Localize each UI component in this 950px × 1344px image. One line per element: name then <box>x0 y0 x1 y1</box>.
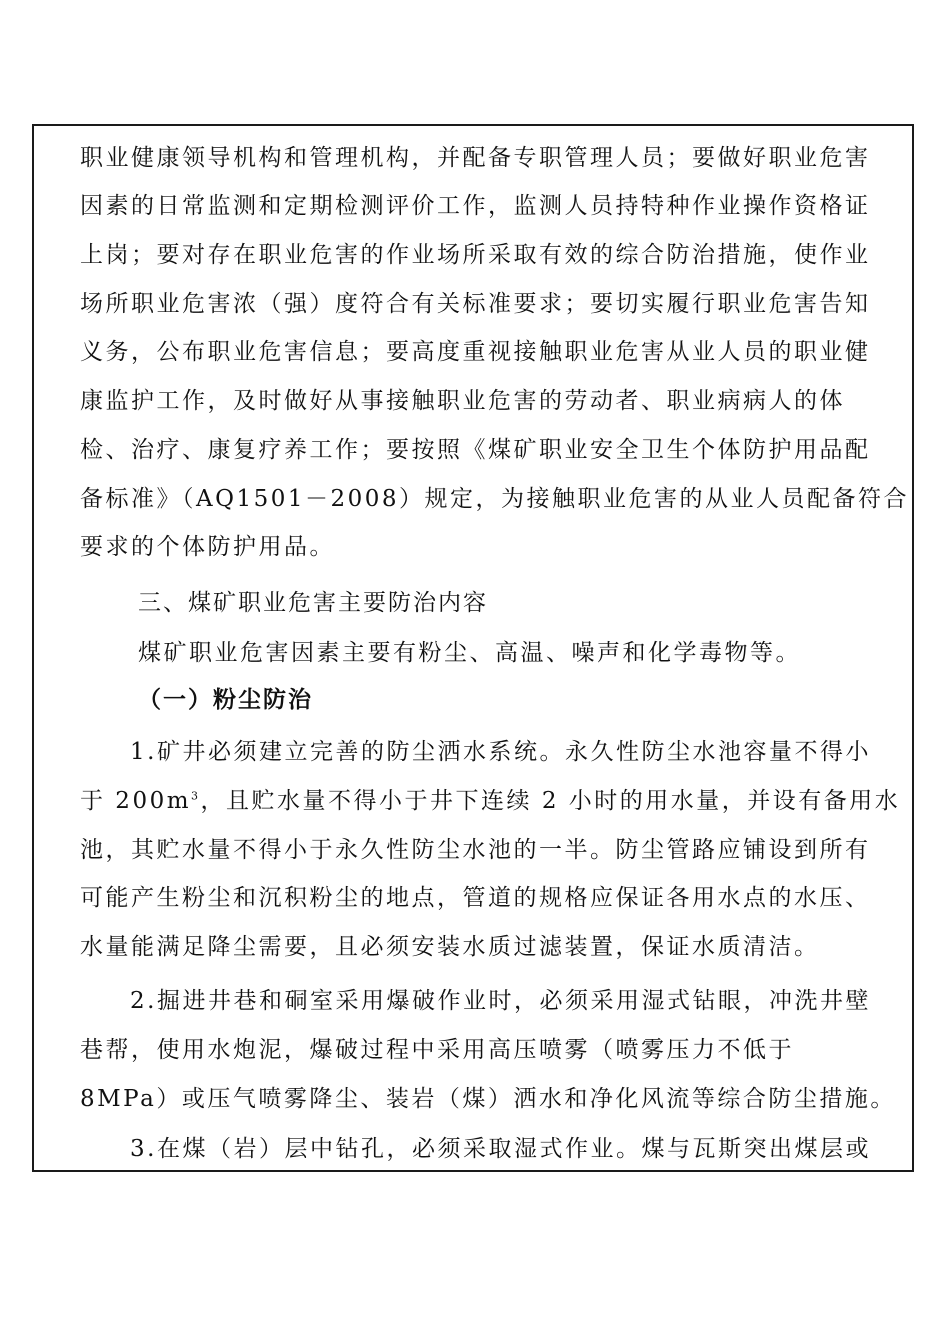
paragraph-line: 3.在煤（岩）层中钻孔，必须采取湿式作业。煤与瓦斯突出煤层或 <box>130 1136 871 1162</box>
paragraph-line: 1.矿井必须建立完善的防尘洒水系统。永久性防尘水池容量不得小 <box>130 739 871 765</box>
paragraph-line: 水量能满足降尘需要，且必须安装水质过滤装置，保证水质清洁。 <box>80 934 820 960</box>
subsection-heading: （一）粉尘防治 <box>138 687 313 713</box>
paragraph-line: 要求的个体防护用品。 <box>80 534 335 560</box>
paragraph-line: 可能产生粉尘和沉积粉尘的地点，管道的规格应保证各用水点的水压、 <box>80 885 871 911</box>
paragraph-line: 上岗；要对存在职业危害的作业场所采取有效的综合防治措施，使作业 <box>80 242 871 268</box>
paragraph-line <box>80 785 901 817</box>
paragraph-line: 巷帮，使用水炮泥，爆破过程中采用高压喷雾（喷雾压力不低于 <box>80 1037 794 1063</box>
paragraph-line: 康监护工作，及时做好从事接触职业危害的劳动者、职业病病人的体 <box>80 388 845 414</box>
paragraph-line: 因素的日常监测和定期检测评价工作，监测人员持特种作业操作资格证 <box>80 193 871 219</box>
paragraph-line: 池，其贮水量不得小于永久性防尘水池的一半。防尘管路应铺设到所有 <box>80 837 871 863</box>
text-segment: 于 200m <box>80 788 192 814</box>
paragraph-line: 场所职业危害浓（强）度符合有关标准要求；要切实履行职业危害告知 <box>80 291 871 317</box>
paragraph-line: 义务，公布职业危害信息；要高度重视接触职业危害从业人员的职业健 <box>80 339 871 365</box>
section-heading: 三、煤矿职业危害主要防治内容 <box>138 590 488 616</box>
paragraph-line: 备标准》（AQ1501－2008）规定，为接触职业危害的从业人员配备符合 <box>80 486 910 512</box>
paragraph-line: 煤矿职业危害因素主要有粉尘、高温、噪声和化学毒物等。 <box>138 640 801 666</box>
paragraph-line: 2.掘进井巷和硐室采用爆破作业时，必须采用湿式钻眼，冲洗井壁 <box>130 988 871 1014</box>
superscript: 3 <box>191 789 201 803</box>
paragraph-line: 职业健康领导机构和管理机构，并配备专职管理人员；要做好职业危害 <box>80 145 871 171</box>
text-segment: ，且贮水量不得小于井下连续 2 小时的用水量，并设有备用水 <box>200 788 901 814</box>
paragraph-line: 8MPa）或压气喷雾降尘、装岩（煤）洒水和净化风流等综合防尘措施。 <box>80 1086 896 1112</box>
paragraph-line: 检、治疗、康复疗养工作；要按照《煤矿职业安全卫生个体防护用品配 <box>80 437 871 463</box>
